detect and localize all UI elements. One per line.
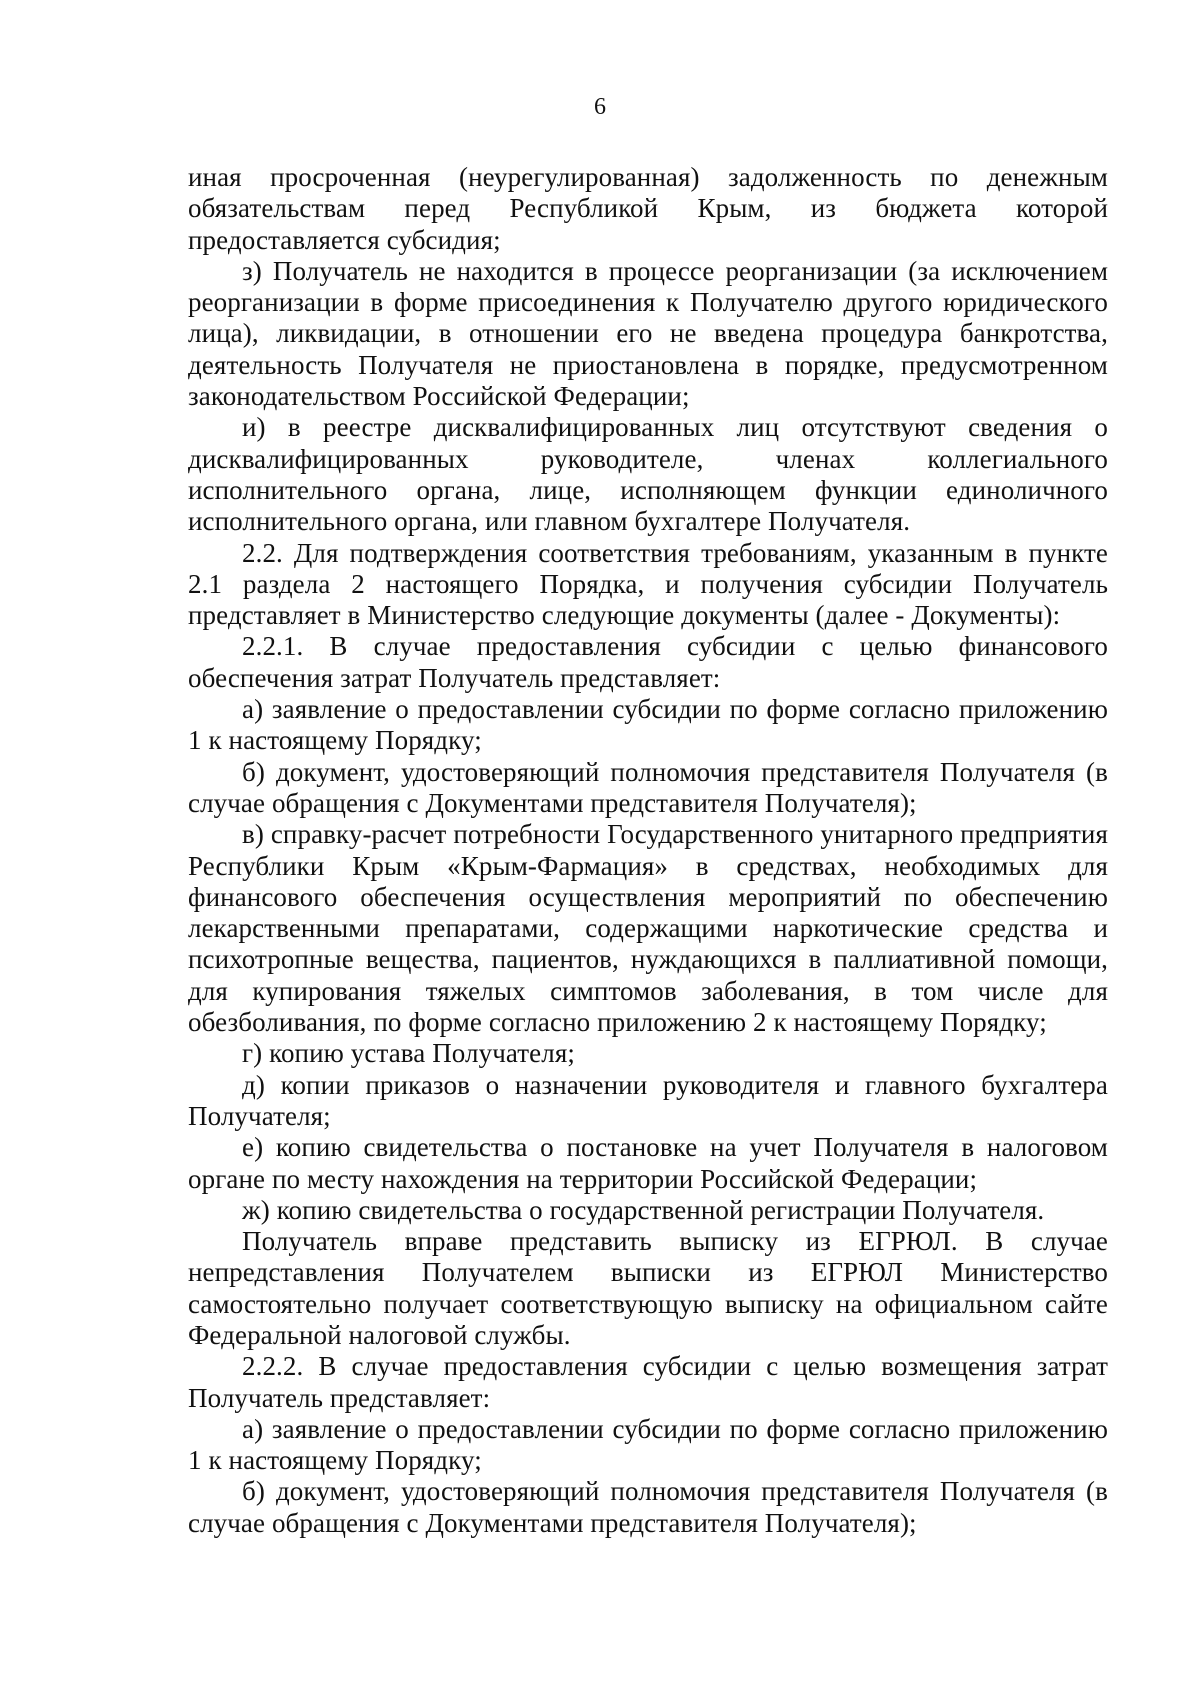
paragraph-z-reorganization: з) Получатель не находится в процессе реорганизации (за исключением реорганизации в форме присоединения к Получателю другого юридического лица), ликвидации, в отношении его не введена процедура банкротства, деятельность Получателя не приостановлена в порядке, предусмотренном законодательством Российской Федерации; — [188, 255, 1108, 412]
paragraph-egrul-extract: Получатель вправе представить выписку из ЕГРЮЛ. В случае непредставления Получателем выписки из ЕГРЮЛ Министерство самостоятельно получает соответствующую выписку на официальном сайте Федеральной налоговой службы. — [188, 1226, 1108, 1350]
paragraph-debt-continued: иная просроченная (неурегулированная) задолженность по денежным обязательствам перед Республикой Крым, из бюджета которой предоставляется субсидия; — [188, 162, 1108, 255]
paragraph-zh-state-registration: ж) копию свидетельства о государственной регистрации Получателя. — [242, 1194, 1045, 1225]
paragraph-d-orders-copies: д) копии приказов о назначении руководителя и главного бухгалтера Получателя; — [188, 1069, 1108, 1131]
paragraph-v-calculation-certificate: в) справку-расчет потребности Государственного унитарного предприятия Республики Крым «Крым-Фармация» в средствах, необходимых для финансового обеспечения осуществления мероприятий по обеспечению лекарственными препаратами, содержащими наркотические средства и психотропные вещества, пациентов, нуждающихся в паллиативной помощи, для купирования тяжелых симптомов заболевания, в том числе для обезболивания, по форме согласно приложению 2 к настоящему Порядку; — [188, 819, 1108, 1038]
paragraph-2-2-1-financial-support: 2.2.1. В случае предоставления субсидии с целью финансового обеспечения затрат Получатель представляет: — [188, 631, 1108, 693]
document-body — [188, 162, 1108, 1539]
paragraph-i-disqualified-registry: и) в реестре дисквалифицированных лиц отсутствуют сведения о дисквалифицированных руководителе, членах коллегиального исполнительного органа, лице, исполняющем функции единоличного исполнительного органа, или главном бухгалтере Получателя. — [188, 412, 1108, 537]
paragraph-e-tax-registration: е) копию свидетельства о постановке на учет Получателя в налоговом органе по месту нахождения на территории Российской Федерации; — [188, 1132, 1108, 1194]
paragraph-a-application-repeat: а) заявление о предоставлении субсидии по форме согласно приложению 1 к настоящему Порядку; — [188, 1413, 1108, 1476]
paragraph-b-authority-document-repeat: б) документ, удостоверяющий полномочия представителя Получателя (в случае обращения с Документами представителя Получателя); — [188, 1476, 1108, 1538]
paragraph-a-application: а) заявление о предоставлении субсидии по форме согласно приложению 1 к настоящему Порядку; — [188, 694, 1108, 756]
paragraph-b-authority-document: б) документ, удостоверяющий полномочия представителя Получателя (в случае обращения с Документами представителя Получателя); — [188, 756, 1108, 818]
page-number: 6 — [594, 94, 606, 120]
paragraph-g-charter-copy: г) копию устава Получателя; — [242, 1038, 575, 1069]
paragraph-2-2-documents: 2.2. Для подтверждения соответствия требованиям, указанным в пункте 2.1 раздела 2 настоящего Порядка, и получения субсидии Получатель представляет в Министерство следующие документы (далее - Документы): — [188, 537, 1108, 631]
paragraph-2-2-2-cost-reimbursement: 2.2.2. В случае предоставления субсидии с целью возмещения затрат Получатель представляет: — [188, 1351, 1108, 1413]
